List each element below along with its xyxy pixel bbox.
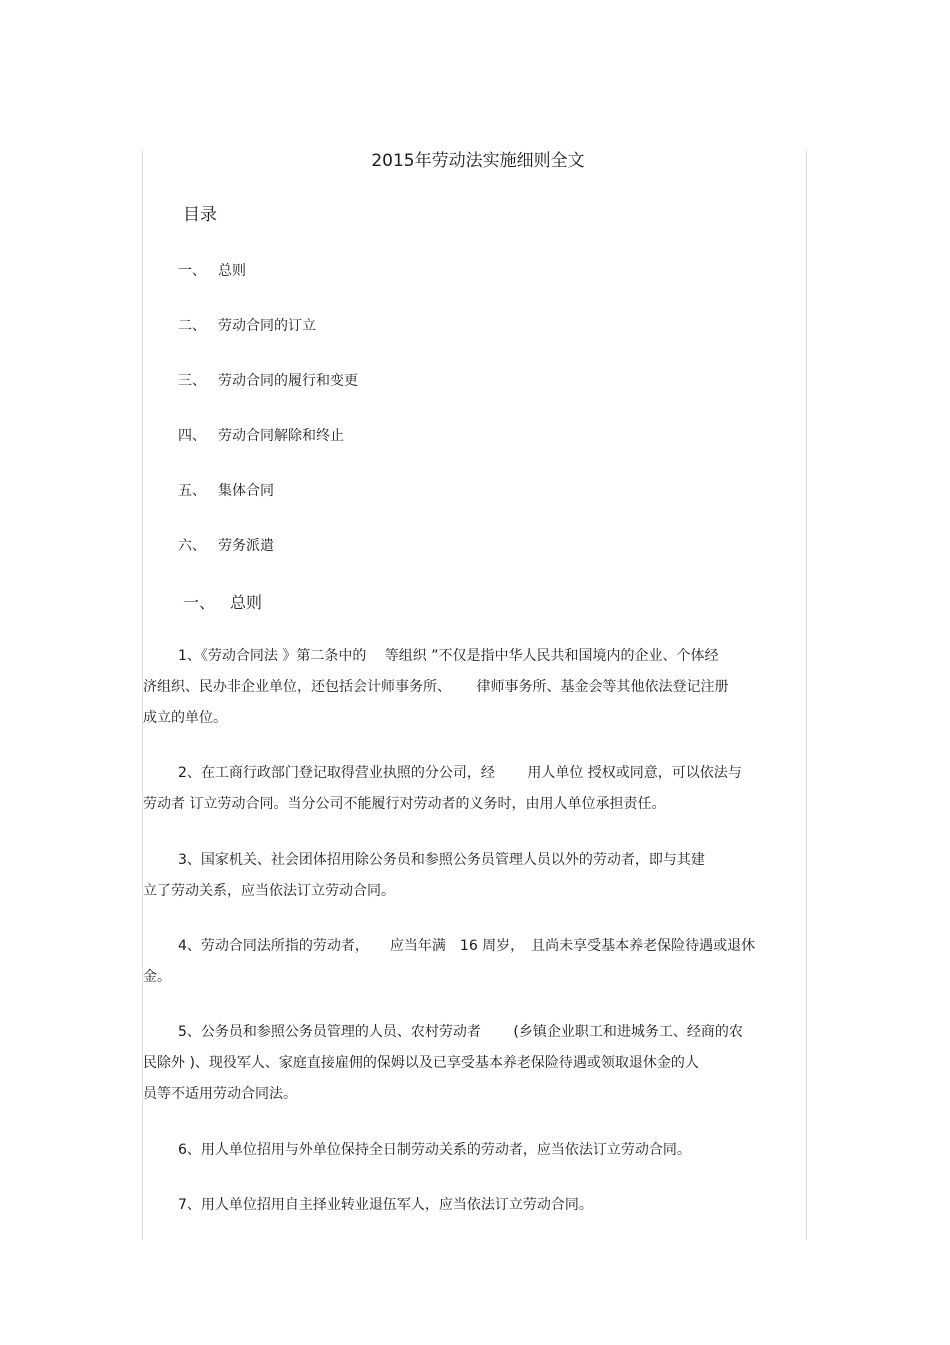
paragraph-line: 劳动者 订立劳动合同。当分公司不能履行对劳动者的义务时，由用人单位承担责任。 — [143, 796, 666, 812]
toc-item-number: 六、 — [178, 538, 206, 554]
paragraph-line: 7、用人单位招用自主择业转业退伍军人，应当依法订立劳动合同。 — [178, 1197, 593, 1213]
paragraph-line: 民除外 )、现役军人、家庭直接雇佣的保姆以及已享受基本养老保险待遇或领取退休金的人 — [143, 1055, 699, 1071]
toc-item-label: 劳动合同解除和终止 — [218, 428, 344, 444]
paragraph-line: 6、用人单位招用与外单位保持全日制劳动关系的劳动者，应当依法订立劳动合同。 — [178, 1142, 691, 1158]
paragraph-line: 5、公务员和参照公务员管理的人员、农村劳动者 (乡镇企业职工和进城务工、经商的农 — [178, 1024, 743, 1040]
paragraph-line: 金。 — [143, 969, 171, 985]
toc-item — [178, 426, 344, 446]
toc-item-number: 三、 — [178, 373, 206, 389]
paragraph-line: 2、在工商行政部门登记取得营业执照的分公司，经 用人单位 授权或同意，可以依法与 — [178, 765, 742, 781]
toc-item — [178, 481, 274, 501]
paragraph-line: 4、劳动合同法所指的劳动者， 应当年满 16 周岁， 且尚未享受基本养老保险待遇或退休 — [178, 938, 756, 954]
toc-item-number: 五、 — [178, 483, 206, 499]
toc-item-label: 总则 — [218, 263, 246, 279]
section-number: 一、 — [183, 593, 216, 612]
toc-item-label: 劳动合同的订立 — [218, 318, 316, 334]
toc-item — [178, 371, 358, 391]
paragraph — [143, 845, 806, 907]
paragraph-line: 成立的单位。 — [143, 710, 227, 726]
toc-item — [178, 261, 246, 281]
section-label: 总则 — [230, 593, 263, 612]
paragraph — [143, 1017, 806, 1110]
right-border-line — [806, 150, 807, 1240]
toc-heading: 目录 — [183, 205, 217, 225]
toc-item-label: 劳务派遣 — [218, 538, 274, 554]
toc-item — [178, 316, 316, 336]
toc-item-number: 二、 — [178, 318, 206, 334]
paragraph-line: 3、国家机关、社会团体招用除公务员和参照公务员管理人员以外的劳动者，即与其建 — [178, 852, 705, 868]
paragraph — [143, 758, 806, 820]
paragraph — [143, 1135, 806, 1166]
toc-item-number: 四、 — [178, 428, 206, 444]
paragraph — [143, 1190, 806, 1221]
toc-item-label: 集体合同 — [218, 483, 274, 499]
paragraph — [143, 931, 806, 993]
paragraph — [143, 641, 806, 734]
toc-item-number: 一、 — [178, 263, 206, 279]
paragraph-line: 济组织、民办非企业单位，还包括会计师事务所、 律师事务所、基金会等其他依法登记注册 — [143, 679, 729, 695]
toc-item — [178, 536, 274, 556]
paragraph-line: 1、《劳动合同法 》第二条中的 等组织 ”不仅是指中华人民共和国境内的企业、个体经 — [178, 648, 719, 664]
document-title: 2015年劳动法实施细则全文 — [371, 151, 585, 171]
toc-item-label: 劳动合同的履行和变更 — [218, 373, 358, 389]
paragraph-line: 员等不适用劳动合同法。 — [143, 1086, 297, 1102]
section-heading — [183, 592, 262, 614]
paragraph-line: 立了劳动关系，应当依法订立劳动合同。 — [143, 883, 395, 899]
